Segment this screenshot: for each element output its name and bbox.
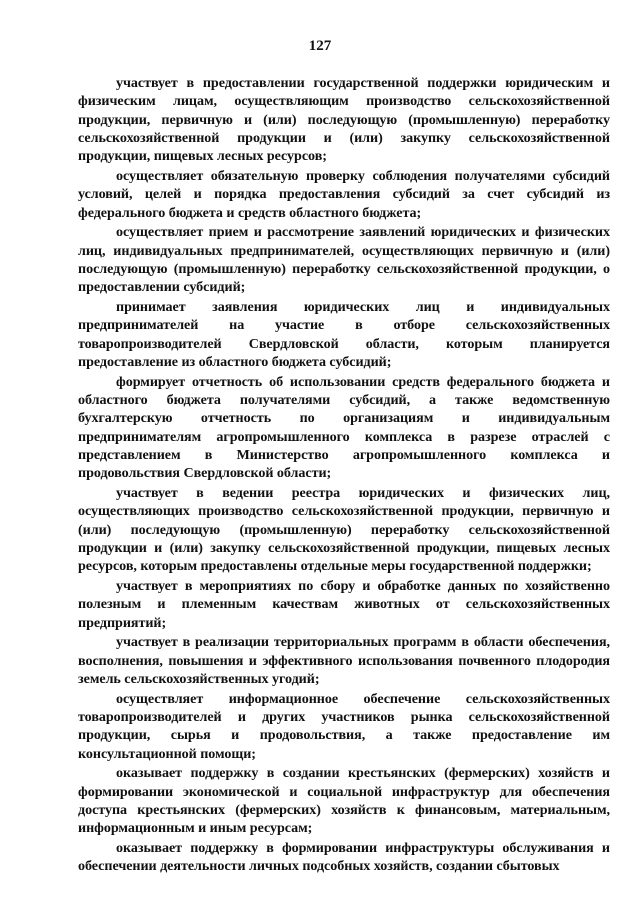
paragraph: оказывает поддержку в формировании инфраструктуры обслуживания и обеспечении деятельности личных подсобных хозяйств, создании сбытовых <box>78 840 610 875</box>
paragraph: осуществляет информационное обеспечение сельскохозяйственных товаропроизводителей и других участников рынка сельскохозяйственной продукции, сырья и продовольствия, а также предоставление им консультационной помощи; <box>78 690 610 762</box>
page-number: 127 <box>308 38 332 54</box>
paragraph: оказывает поддержку в создании крестьянских (фермерских) хозяйств и формировании экономической и социальной инфраструктур для обеспечения доступа крестьянских (фермерских) хозяйств к финансовым, материальным, информационным и иным ресурсам; <box>78 765 610 837</box>
paragraph: участвует в мероприятиях по сбору и обработке данных по хозяйственно полезным и племенным качествам животных от сельскохозяйственных предприятий; <box>78 578 610 631</box>
paragraph: формирует отчетность об использовании средств федерального бюджета и областного бюджета получателями субсидий, а также ведомственную бухгалтерскую отчетность по организациям и индивидуальным предпринимателям агропромышленного комплекса в разрезе отраслей с представлением в Министерство агропромышленного комплекса и продовольствия Свердловской области; <box>78 373 610 482</box>
body-text <box>78 74 610 877</box>
paragraph: осуществляет обязательную проверку соблюдения получателями субсидий условий, целей и порядка предоставления субсидий за счет субсидий из федерального бюджета и средств областного бюджета; <box>78 167 610 221</box>
paragraph: принимает заявления юридических лиц и индивидуальных предпринимателей на участие в отборе сельскохозяйственных товаропроизводителей Свердловской области, которым планируется предоставление из областного бюджета субсидий; <box>78 299 610 370</box>
paragraph: участвует в ведении реестра юридических и физических лиц, осуществляющих производство сельскохозяйственной продукции, первичную и (или) последующую (промышленную) переработку сельскохозяйственной продукции и (или) закупку сельскохозяйственной продукции, пищевых лесных ресурсов, которым предоставлены отдельные меры государственной поддержки; <box>78 485 610 575</box>
paragraph: участвует в реализации территориальных программ в области обеспечения, восполнения, повышения и эффективного использования почвенного плодородия земель сельскохозяйственных угодий; <box>78 634 610 687</box>
paragraph: участвует в предоставлении государственной поддержки юридическим и физическим лицам, осуществляющим производство сельскохозяйственной продукции, первичную и (или) последующую (промышленную) переработку сельскохозяйственной продукции и (или) закупку сельскохозяйственной продукции, пищевых лесных ресурсов; <box>78 75 610 165</box>
paragraph: осуществляет прием и рассмотрение заявлений юридических и физических лиц, индивидуальных предпринимателей, осуществляющих первичную и (или) последующую (промышленную) переработку сельскохозяйственной продукции, о предоставлении субсидий; <box>78 224 610 296</box>
